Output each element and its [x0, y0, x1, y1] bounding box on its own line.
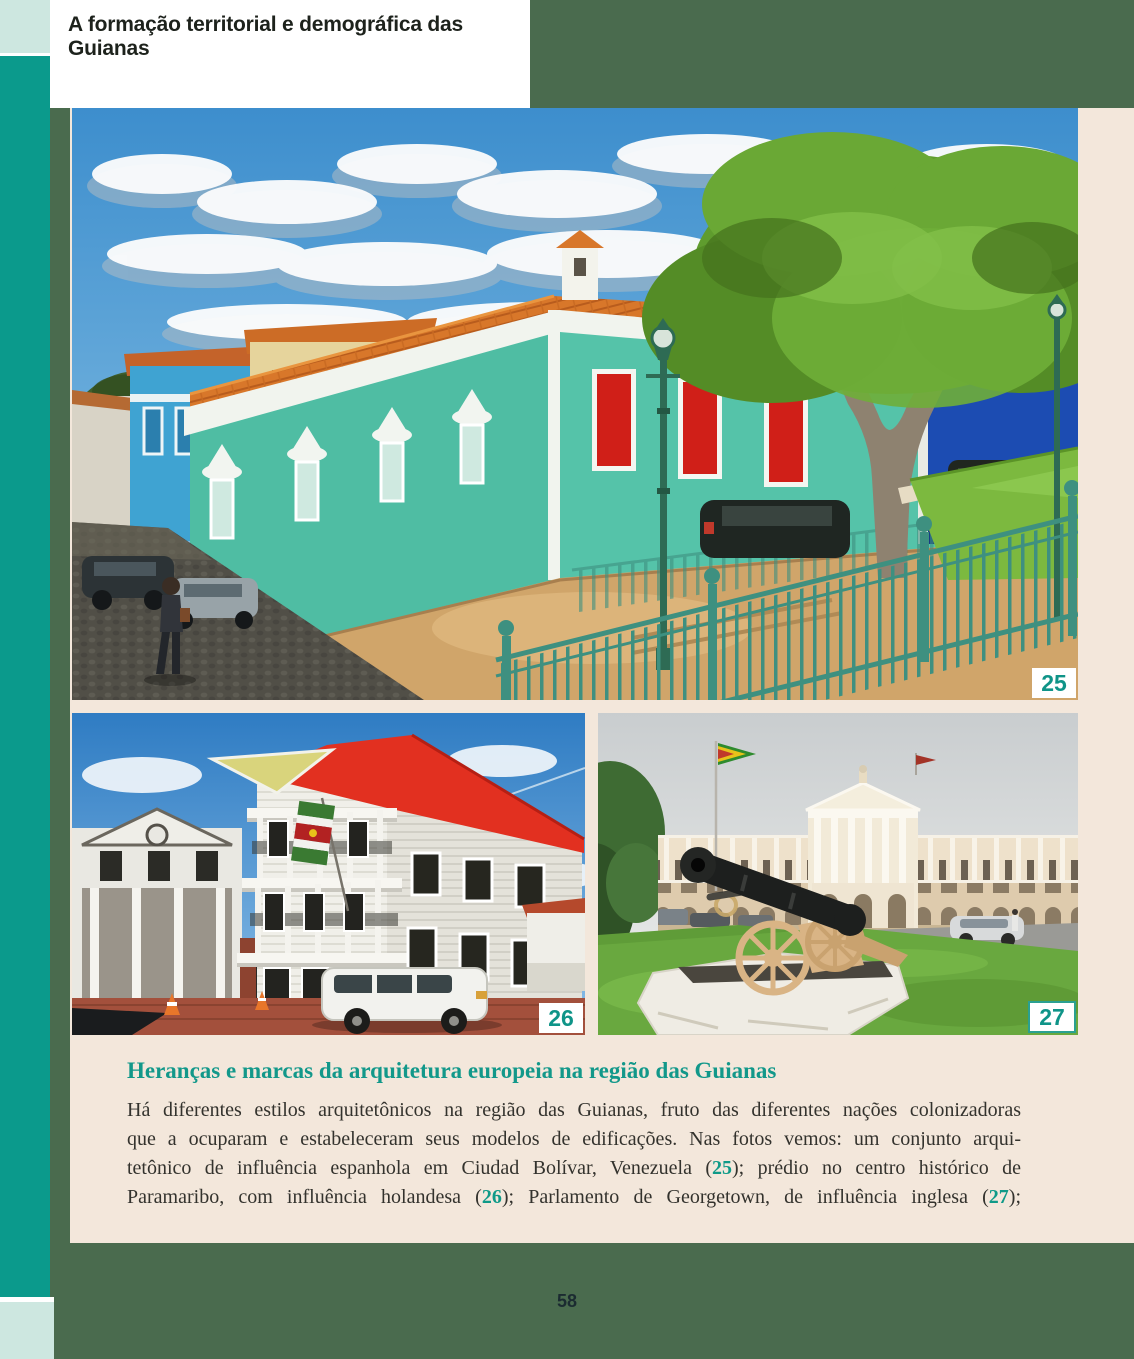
- caption-line: Paramaribo, com influência holandesa (26); Parlamento de Georgetown, de influência inglesa (27);: [127, 1186, 1021, 1208]
- caption-block: [72, 1056, 1078, 1212]
- photo-ciudad-bolivar: [72, 108, 1078, 700]
- sidebar-teal-bar: [0, 56, 50, 1297]
- photo-georgetown-parliament: [598, 713, 1078, 1035]
- white-minivan: [312, 968, 502, 1034]
- caption-line: tetônico de influência espanhola em Ciudad Bolívar, Venezuela (25); prédio no centro histórico de: [127, 1157, 1021, 1179]
- header-band: [50, 0, 530, 108]
- photo-number-badge: 25: [1032, 668, 1076, 698]
- caption-line: que a ocuparam e estabeleceram seus modelos de edificações. Nas fotos vemos: um conjunto arqui-: [127, 1128, 1021, 1150]
- photo-reference-number: 25: [712, 1157, 733, 1179]
- caption-heading: Heranças e marcas da arquitetura europeia na região das Guianas: [127, 1058, 777, 1083]
- photo-reference-number: 27: [988, 1186, 1009, 1208]
- caption-line: Há diferentes estilos arquitetônicos na região das Guianas, fruto das diferentes nações colonizadoras: [127, 1099, 1021, 1121]
- chapter-title: A formação territorial e demográfica das Guianas: [68, 13, 464, 60]
- sidebar-mint-square-top: [0, 0, 54, 54]
- background-right: [522, 898, 585, 991]
- caption-paragraph: [127, 1096, 1021, 1212]
- photo-number-badge: 27: [1028, 1001, 1076, 1033]
- photo-number-badge: 26: [539, 1003, 583, 1033]
- photo-26-image: [72, 713, 585, 1035]
- photo-27-image: [598, 713, 1078, 1035]
- photo-paramaribo: [72, 713, 585, 1035]
- page-number: 58: [556, 1291, 578, 1311]
- photo-25-image: [72, 108, 1078, 700]
- photo-reference-number: 26: [481, 1186, 502, 1208]
